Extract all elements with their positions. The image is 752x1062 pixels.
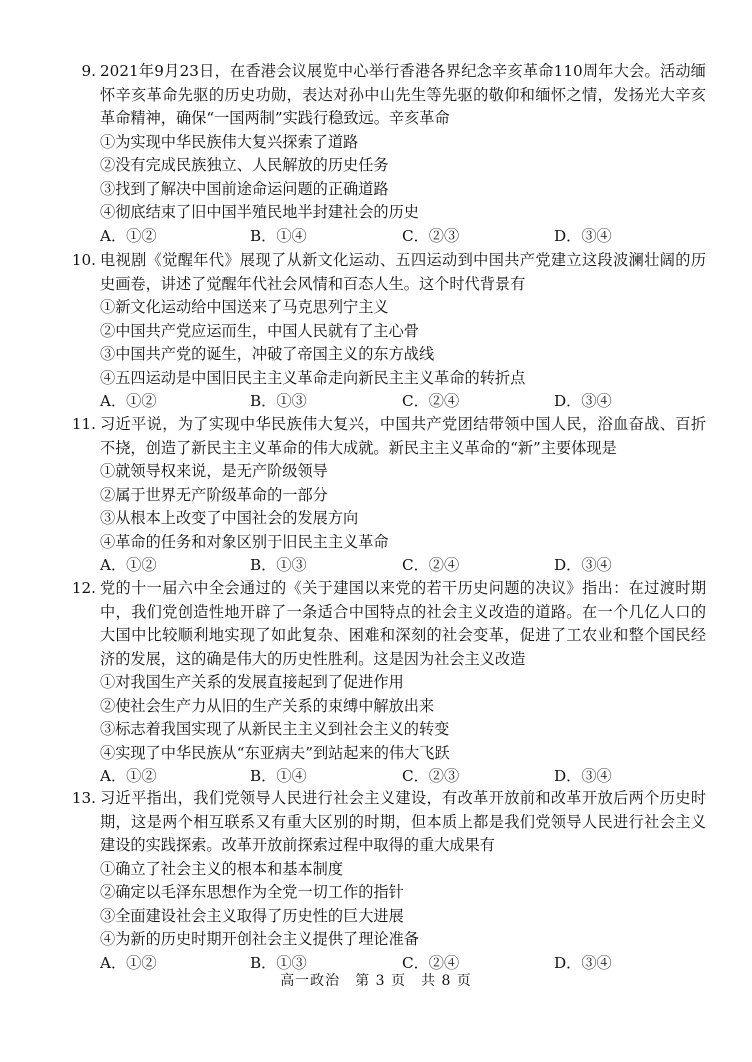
question-text: 电视剧《觉醒年代》展现了从新文化运动、五四运动到中国共产党建立这段波澜壮阔的历史画卷，讲述了觉醒年代社会风情和百态人生。这个时代背景有: [100, 251, 706, 293]
choice-b: B．①④: [250, 226, 307, 245]
choice-a: A．①②: [100, 556, 157, 574]
option-item: ③标志着我国实现了从新民主主义到社会主义的转变: [100, 720, 450, 738]
question-text: 习近平指出，我们党领导人民进行社会主义建设，有改革开放前和改革开放后两个历史时期，这是两个相互联系又有重大区别的时期，但本质上都是我们党领导人民进行社会主义建设的实践探索。改革开放前探索过程中取得的重大成果有: [100, 789, 706, 854]
option-item: ①为实现中华民族伟大复兴探索了道路: [100, 132, 359, 151]
option-item: ②中国共产党应运而生，中国人民就有了主心骨: [100, 321, 419, 340]
answer-choices: [100, 390, 706, 414]
option-item: ③中国共产党的诞生，冲破了帝国主义的东方战线: [100, 345, 435, 363]
option-item: ③全面建设社会主义取得了历史性的巨大进展: [100, 906, 404, 925]
option-item: ③找到了解决中国前途命运问题的正确道路: [100, 179, 389, 198]
question-number: 9.: [81, 62, 96, 80]
choice-b: B．①③: [250, 953, 307, 972]
option-item: ④彻底结束了旧中国半殖民地半封建社会的历史: [100, 203, 419, 221]
question-10: [66, 249, 706, 414]
question-number: 11.: [71, 415, 96, 433]
choice-b: B．①③: [250, 556, 307, 574]
choice-c: C．②④: [402, 392, 460, 410]
choice-c: C．②④: [402, 556, 460, 574]
option-item: ①对我国生产关系的发展直接起到了促进作用: [100, 673, 404, 691]
choice-b: B．①④: [250, 767, 307, 785]
choice-d: D．③④: [554, 953, 612, 972]
question-13: [66, 787, 706, 975]
question-stem: [66, 60, 706, 131]
option-item: ①就领导权来说，是无产阶级领导: [100, 462, 328, 480]
question-stem: [66, 787, 706, 858]
question-text: 2021年9月23日，在香港会议展览中心举行香港各界纪念辛亥革命110周年大会。活动缅怀辛亥革命先驱的历史功勋，表达对孙中山先生等先驱的敬仰和缅怀之情，发扬光大辛亥革命精神，确保“一国两制”实践行稳致远。辛亥革命: [100, 62, 706, 127]
choice-b: B．①③: [250, 392, 307, 410]
choice-d: D．③④: [554, 226, 612, 245]
page-footer: 高一政治 第 3 页 共 8 页: [280, 973, 472, 989]
choice-a: A．①②: [100, 226, 157, 245]
option-item: ②属于世界无产阶级革命的一部分: [100, 485, 328, 504]
choice-c: C．②③: [402, 767, 460, 785]
choice-d: D．③④: [554, 556, 612, 574]
question-number: 12.: [71, 579, 96, 597]
question-stem: [66, 577, 706, 671]
option-item: ④为新的历史时期开创社会主义提供了理论准备: [100, 930, 419, 948]
choice-d: D．③④: [554, 767, 612, 785]
option-item: ③从根本上改变了中国社会的发展方向: [100, 509, 359, 527]
option-item: ④革命的任务和对象区别于旧民主主义革命: [100, 532, 389, 551]
option-item: ①新文化运动给中国送来了马克思列宁主义: [100, 298, 389, 316]
option-item: ②使社会生产力从旧的生产关系的束缚中解放出来: [100, 696, 435, 715]
option-item: ④实现了中华民族从“东亚病夫”到站起来的伟大飞跃: [100, 743, 450, 762]
question-number: 13.: [71, 789, 96, 807]
answer-choices: [100, 554, 706, 578]
choice-c: C．②③: [402, 226, 460, 245]
choice-a: A．①②: [100, 767, 157, 785]
question-number: 10.: [71, 251, 96, 269]
question-11: [66, 413, 706, 578]
question-stem: [66, 249, 706, 296]
choice-c: C．②④: [402, 953, 460, 972]
question-text: 党的十一届六中全会通过的《关于建国以来党的若干历史问题的决议》指出：在过渡时期中，我们党创造性地开辟了一条适合中国特点的社会主义改造的道路。在一个几亿人口的大国中比较顺利地实现了如此复杂、困难和深刻的社会变革，促进了工农业和整个国民经济的发展，这的确是伟大的历史性胜利。这是因为社会主义改造: [100, 579, 706, 668]
option-item: ②确定以毛泽东思想作为全党一切工作的指针: [100, 883, 404, 901]
option-item: ②没有完成民族独立、人民解放的历史任务: [100, 156, 389, 174]
option-item: ④五四运动是中国旧民主主义革命走向新民主主义革命的转折点: [100, 368, 526, 387]
choice-a: A．①②: [100, 392, 157, 410]
answer-choices: [100, 765, 706, 789]
option-item: ①确立了社会主义的根本和基本制度: [100, 859, 343, 878]
question-stem: [66, 413, 706, 460]
choice-d: D．③④: [554, 392, 612, 410]
question-text: 习近平说，为了实现中华民族伟大复兴，中国共产党团结带领中国人民，浴血奋战、百折不挠，创造了新民主主义革命的伟大成就。新民主主义革命的“新”主要体现是: [100, 415, 706, 457]
answer-choices: [100, 225, 706, 249]
question-12: [66, 577, 706, 789]
choice-a: A．①②: [100, 953, 157, 972]
question-9: [66, 60, 706, 248]
